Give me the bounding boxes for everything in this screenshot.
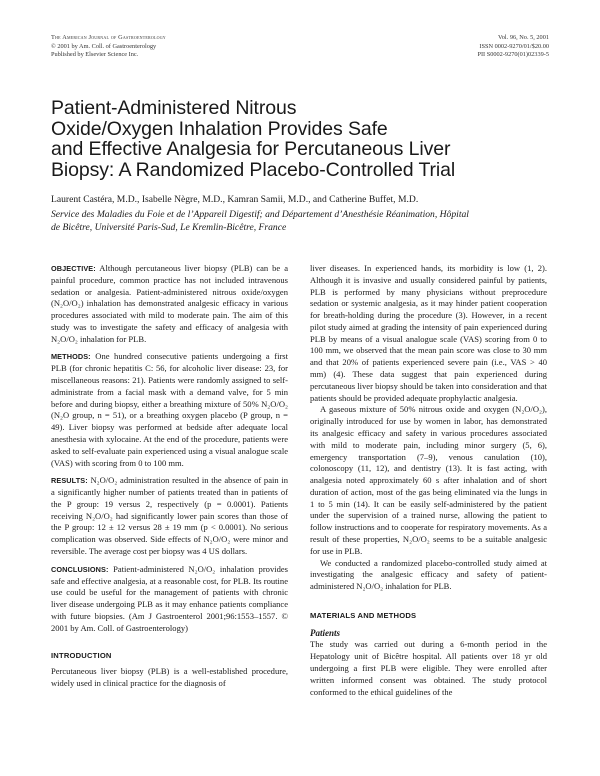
left-column [51, 263, 288, 690]
conclusions-label: CONCLUSIONS: [51, 564, 109, 574]
patients-subheading: Patients [310, 627, 341, 638]
objective-label: OBJECTIVE: [51, 264, 96, 273]
results-text: N₂O/O₂ administration resulted in the absence of pain in a significantly higher number of patients treated than in patients of the P group: 19 versus 2, respectively (p = 0.0001). Patients receiving N₂O/O₂ had significantly lower pain scores than those of the P group: 12 ± 12 versus 28 ± 19 mm (p < 0.0001). No serious complication was observed. Side effects of N₂O/O₂ were minor and reversible. The average cost per biopsy was 4 US dollars. [51, 475, 289, 556]
conclusions-text: Patient-administered N₂O/O₂ inhalation provides safe and effective analgesia, at a reasonable cost, for PLB. Its routine use could be useful for the management of patients with chronic liver disease undergoing PLB as it may enhance patients compliance with future biopsies. (Am J Gastroenterol 2001;96:1553–1557. © 2001 by Am. Coll. of Gastroenterology) [51, 563, 288, 633]
objective-text: Although percutaneous liver biopsy (PLB) can be a painful procedure, common practice has not included intravenous sedation or analgesia. Patient-administered nitrous oxide/oxygen (N₂O/O₂) inhalation has demonstrated analgesic efficacy in various procedures associated with mild to moderate pain. The aim of this study was to investigate the safety and efficacy of analgesia with N₂O/O₂ inhalation for PLB. [51, 263, 288, 344]
introduction-paragraph: A gaseous mixture of 50% nitrous oxide and oxygen (N₂O/O₂), originally introduced for use by women in labor, has demonstrated its analgesic efficacy and safety in various procedures associated with mild to moderate pain, including minor surgery (5, 6), emergency transportation (7–9), venous canulation (10), colonoscopy (11, 12), and dentistry (13). It is fast acting, with analgesia noted approximately 60 s after inhalation and of short duration of action, most of the gas being eliminated via the lungs in 1 to 5 min (14). It can be easily self-administered by the patient under the supervision of a trained nurse, allowing the patient to follow instructions and to cooperate for respiratory movements. As a result of these properties, N₂O/O₂ seems to be a suitable analgesic for use in PLB. [310, 404, 547, 556]
abstract-conclusions [51, 564, 288, 635]
journal-header-left [51, 34, 166, 60]
affiliation-line: de Bicêtre, Université Paris-Sud, Le Kremlin-Bicêtre, France [51, 222, 287, 233]
abstract-results [51, 475, 288, 557]
title-line: Biopsy: A Randomized Placebo-Controlled Trial [51, 159, 456, 182]
introduction-paragraph: Percutaneous liver biopsy (PLB) is a well-established procedure, widely used in clinical practice for the diagnosis of [51, 666, 288, 688]
affiliation [51, 208, 549, 234]
right-column [310, 263, 547, 698]
methods-heading: MATERIALS AND METHODS [310, 610, 417, 620]
title-line: Oxide/Oxygen Inhalation Provides Safe [51, 117, 388, 140]
volume-line: Vol. 96, No. 5, 2001 [498, 34, 549, 41]
title-line: and Effective Analgesia for Percutaneous Liver [51, 138, 451, 161]
article-title [51, 98, 551, 181]
methods-label: METHODS: [51, 352, 91, 362]
author-list: Laurent Castéra, M.D., Isabelle Nègre, M.D., Kamran Samii, M.D., and Catherine Buffet, M.D. [51, 194, 419, 205]
pii-line: PII S0002-9270(01)02339-5 [477, 51, 549, 59]
results-label: RESULTS: [51, 476, 88, 486]
introduction-paragraph: liver diseases. In experienced hands, its morbidity is low (1, 2). Although it is invasive and usually considered painful by patients, PLB is performed by many physicians without preprocedure sedation or systemic analgesia, as it may hinder patient cooperation for breath-holding during the procedure (3). However, in a recent pilot study aimed at grading the intensity of pain experienced during PLB by means of a visual analogue scale (VAS) scoring from 0 to 100 mm, we observed that the mean pain score was close to 30 mm and that 20% of patients experienced severe pain (i.e., VAS > 40 mm) (4). These data suggest that pain experienced during percutaneous liver biopsy should be taken into consideration and that patients should be provided adequate prophylactic analgesia. [310, 263, 547, 403]
journal-header-right [477, 34, 549, 60]
copyright-line: © 2001 by Am. Coll. of Gastroenterology [51, 42, 157, 50]
title-line: Patient-Administered Nitrous [51, 97, 297, 119]
journal-name: The American Journal of Gastroenterology [51, 34, 166, 41]
issn-line: ISSN 0002-9270/01/$20.00 [479, 42, 549, 50]
patients-paragraph: The study was carried out during a 6-month period in the Hepatology unit of Bicêtre hospital. All patients over 18 yr old undergoing a first PLB were eligible. They were enrolled after written informed consent was obtained. The study protocol conformed to the ethical guidelines of the [310, 639, 547, 697]
introduction-heading: INTRODUCTION [51, 651, 112, 661]
methods-text: One hundred consecutive patients undergoing a first PLB (for chronic hepatitis C: 56, for alcoholic liver disease: 23, for miscellaneous reasons: 21). Patients were randomly assigned to self-administrate from a facial mask with a demand valve, for 5 min before and during biopsy, either a breathing mixture of 50% N₂O/O₂ (N₂O group, n = 51), or a breathing oxygen placebo (P group, n = 49). Liver biopsy was performed at bedside after adequate local anesthesia with xylocaine. At the end of the procedure, patients were asked to self-evaluate pain experienced using a visual analogue scale (VAS) with scoring from 0 to 100 mm. [51, 351, 288, 468]
abstract-objective [51, 263, 288, 345]
publisher-line: Published by Elsevier Science Inc. [51, 51, 139, 59]
introduction-paragraph: We conducted a randomized placebo-controlled study aimed at investigating the analgesic efficacy and safety of patient-administered N₂O/O₂ inhalation for PLB. [310, 557, 547, 592]
abstract-methods [51, 351, 288, 469]
affiliation-line: Service des Maladies du Foie et de l’Appareil Digestif; and Département d’Anesthésie Réanimation, Hôpital [51, 209, 469, 220]
